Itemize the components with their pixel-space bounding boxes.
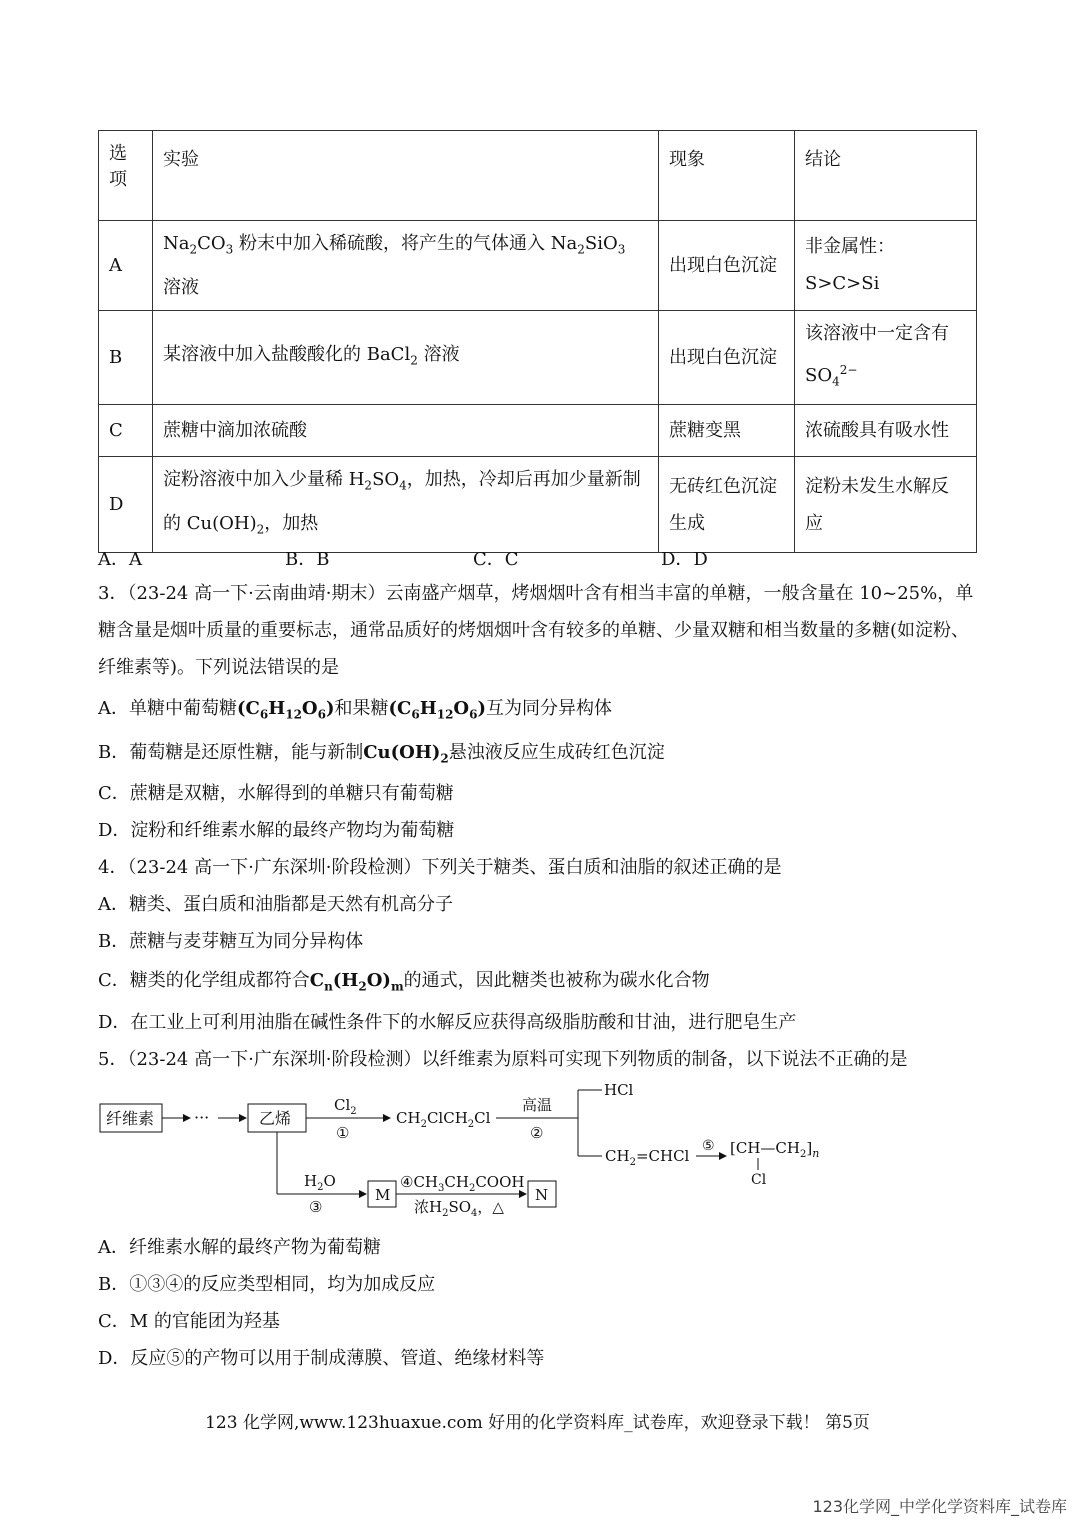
table-row (99, 221, 977, 311)
option-d: D．D (661, 549, 708, 570)
q4-option-c: C．糖类的化学组成都符合$C_n(H_2O)_m$的通式，因此糖类也被称为碳水化合物 (98, 970, 710, 994)
q3-option-a: A．单糖中葡萄糖$(C_6H_{12}O_6)$和果糖$(C_6H_{12}O_6)$互为同分异构体 (98, 698, 612, 722)
row-conclusion: 该溶液中一定含有 $SO_4^{2-}$ (795, 310, 977, 405)
m-label: M (375, 1186, 391, 1204)
row-experiment: 蔗糖中滴加浓硫酸 (153, 405, 659, 457)
page-footer: 123 化学网,www.123huaxue.com 好用的化学资料库_试卷库，欢迎登录下载！ 第5页 (205, 1413, 870, 1433)
row-experiment: 某溶液中加入盐酸酸化的 BaCl$_2$ 溶液 (153, 310, 659, 405)
conc-sulfuric: 浓$H_2SO_4$，△ (414, 1198, 504, 1219)
row-experiment: 淀粉溶液中加入少量稀 $H_2SO_4$，加热，冷却后再加少量新制的 $Cu(OH)_2$，加热 (153, 457, 659, 553)
row-phenomenon: 蔗糖变黑 (659, 405, 795, 457)
dichloroethane: $CH_2ClCH_2Cl$ (396, 1109, 491, 1130)
table-row (99, 405, 977, 457)
q5-option-c: C．M 的官能团为羟基 (98, 1311, 280, 1332)
row-option: A (99, 221, 153, 311)
header-phenomenon: 现象 (659, 131, 795, 221)
row-phenomenon: 出现白色沉淀 (659, 221, 795, 311)
option-b: B．B (285, 549, 330, 570)
q4-option-d: D．在工业上可利用油脂在碱性条件下的水解反应获得高级脂肪酸和甘油，进行肥皂生产 (98, 1012, 797, 1033)
row-phenomenon: 无砖红色沉淀生成 (659, 457, 795, 553)
q4-option-a: A．糖类、蛋白质和油脂都是天然有机高分子 (98, 894, 453, 915)
q3-option-d: D．淀粉和纤维素水解的最终产物均为葡萄糖 (98, 820, 455, 841)
water-label: $H_2O$ (304, 1172, 336, 1193)
cl2-label: $Cl_2$ (334, 1096, 357, 1117)
q4-stem: 4．（23-24 高一下·广东深圳·阶段检测）下列关于糖类、蛋白质和油脂的叙述正确的是 (98, 857, 782, 878)
row-phenomenon: 出现白色沉淀 (659, 310, 795, 405)
hcl-label: HCl (604, 1081, 634, 1099)
q5-stem: 5．（23-24 高一下·广东深圳·阶段检测）以纤维素为原料可实现下列物质的制备，以下说法不正确的是 (98, 1049, 908, 1070)
option-a: A．A (98, 549, 142, 570)
n-label: N (535, 1186, 549, 1204)
pvc-polymer: $[CH—CH_2]_n$ (730, 1139, 820, 1160)
conclusion-text: 该溶液中一定含有 (805, 322, 949, 344)
row-option: D (99, 457, 153, 553)
vinyl-chloride: $CH_2=CHCl$ (605, 1147, 690, 1168)
q4-option-b: B．蔗糖与麦芽糖互为同分异构体 (98, 931, 364, 952)
q3-option-c: C．蔗糖是双糖，水解得到的单糖只有葡萄糖 (98, 783, 454, 804)
q5-option-d: D．反应⑤的产物可以用于制成薄膜、管道、绝缘材料等 (98, 1348, 545, 1369)
watermark: 123化学网_中学化学资料库_试卷库 (812, 1497, 1067, 1516)
header-conclusion: 结论 (795, 131, 977, 221)
option-c: C．C (473, 549, 519, 570)
header-experiment: 实验 (153, 131, 659, 221)
reaction-diagram (98, 1080, 858, 1220)
ethylene-label: 乙烯 (259, 1109, 292, 1128)
cellulose-label: 纤维素 (106, 1109, 155, 1128)
step1-label: ① (336, 1124, 350, 1142)
pvc-cl: Cl (751, 1172, 767, 1188)
q3-stem: 3．（23-24 高一下·云南曲靖·期末）云南盛产烟草，烤烟烟叶含有相当丰富的单糖，一般含量在 10~25%，单糖含量是烟叶质量的重要标志，通常品质好的烤烟烟叶含有较多的单糖、少量双糖和相当数量的多糖(如淀粉、纤维素等)。下列说法错误的是 (98, 583, 974, 678)
high-temp-label: 高温 (522, 1096, 553, 1114)
table-header-row (99, 131, 977, 221)
dots: ··· (194, 1108, 210, 1127)
step3-label: ③ (309, 1198, 323, 1216)
header-option: 选项 (99, 131, 153, 221)
q5-option-a: A．纤维素水解的最终产物为葡萄糖 (98, 1237, 381, 1258)
step5-label: ⑤ (702, 1138, 715, 1154)
table-row (99, 310, 977, 405)
row-conclusion: 浓硫酸具有吸水性 (795, 405, 977, 457)
table-row (99, 457, 977, 553)
row-conclusion: 淀粉未发生水解反应 (795, 457, 977, 553)
row-option: C (99, 405, 153, 457)
q5-option-b: B．①③④的反应类型相同，均为加成反应 (98, 1274, 436, 1295)
row-experiment: $Na_2CO_3$ 粉末中加入稀硫酸，将产生的气体通入 $Na_2SiO_3$ 溶液 (153, 221, 659, 311)
step2-label: ② (530, 1124, 544, 1142)
row-conclusion: 非金属性：S>C>Si (795, 221, 977, 311)
q3-option-b: B．葡萄糖是还原性糖，能与新制$Cu(OH)_2$悬浊液反应生成砖红色沉淀 (98, 742, 665, 766)
row-option: B (99, 310, 153, 405)
acid-reagent: $④CH_3CH_2COOH$ (400, 1173, 525, 1194)
experiment-table (98, 130, 977, 553)
